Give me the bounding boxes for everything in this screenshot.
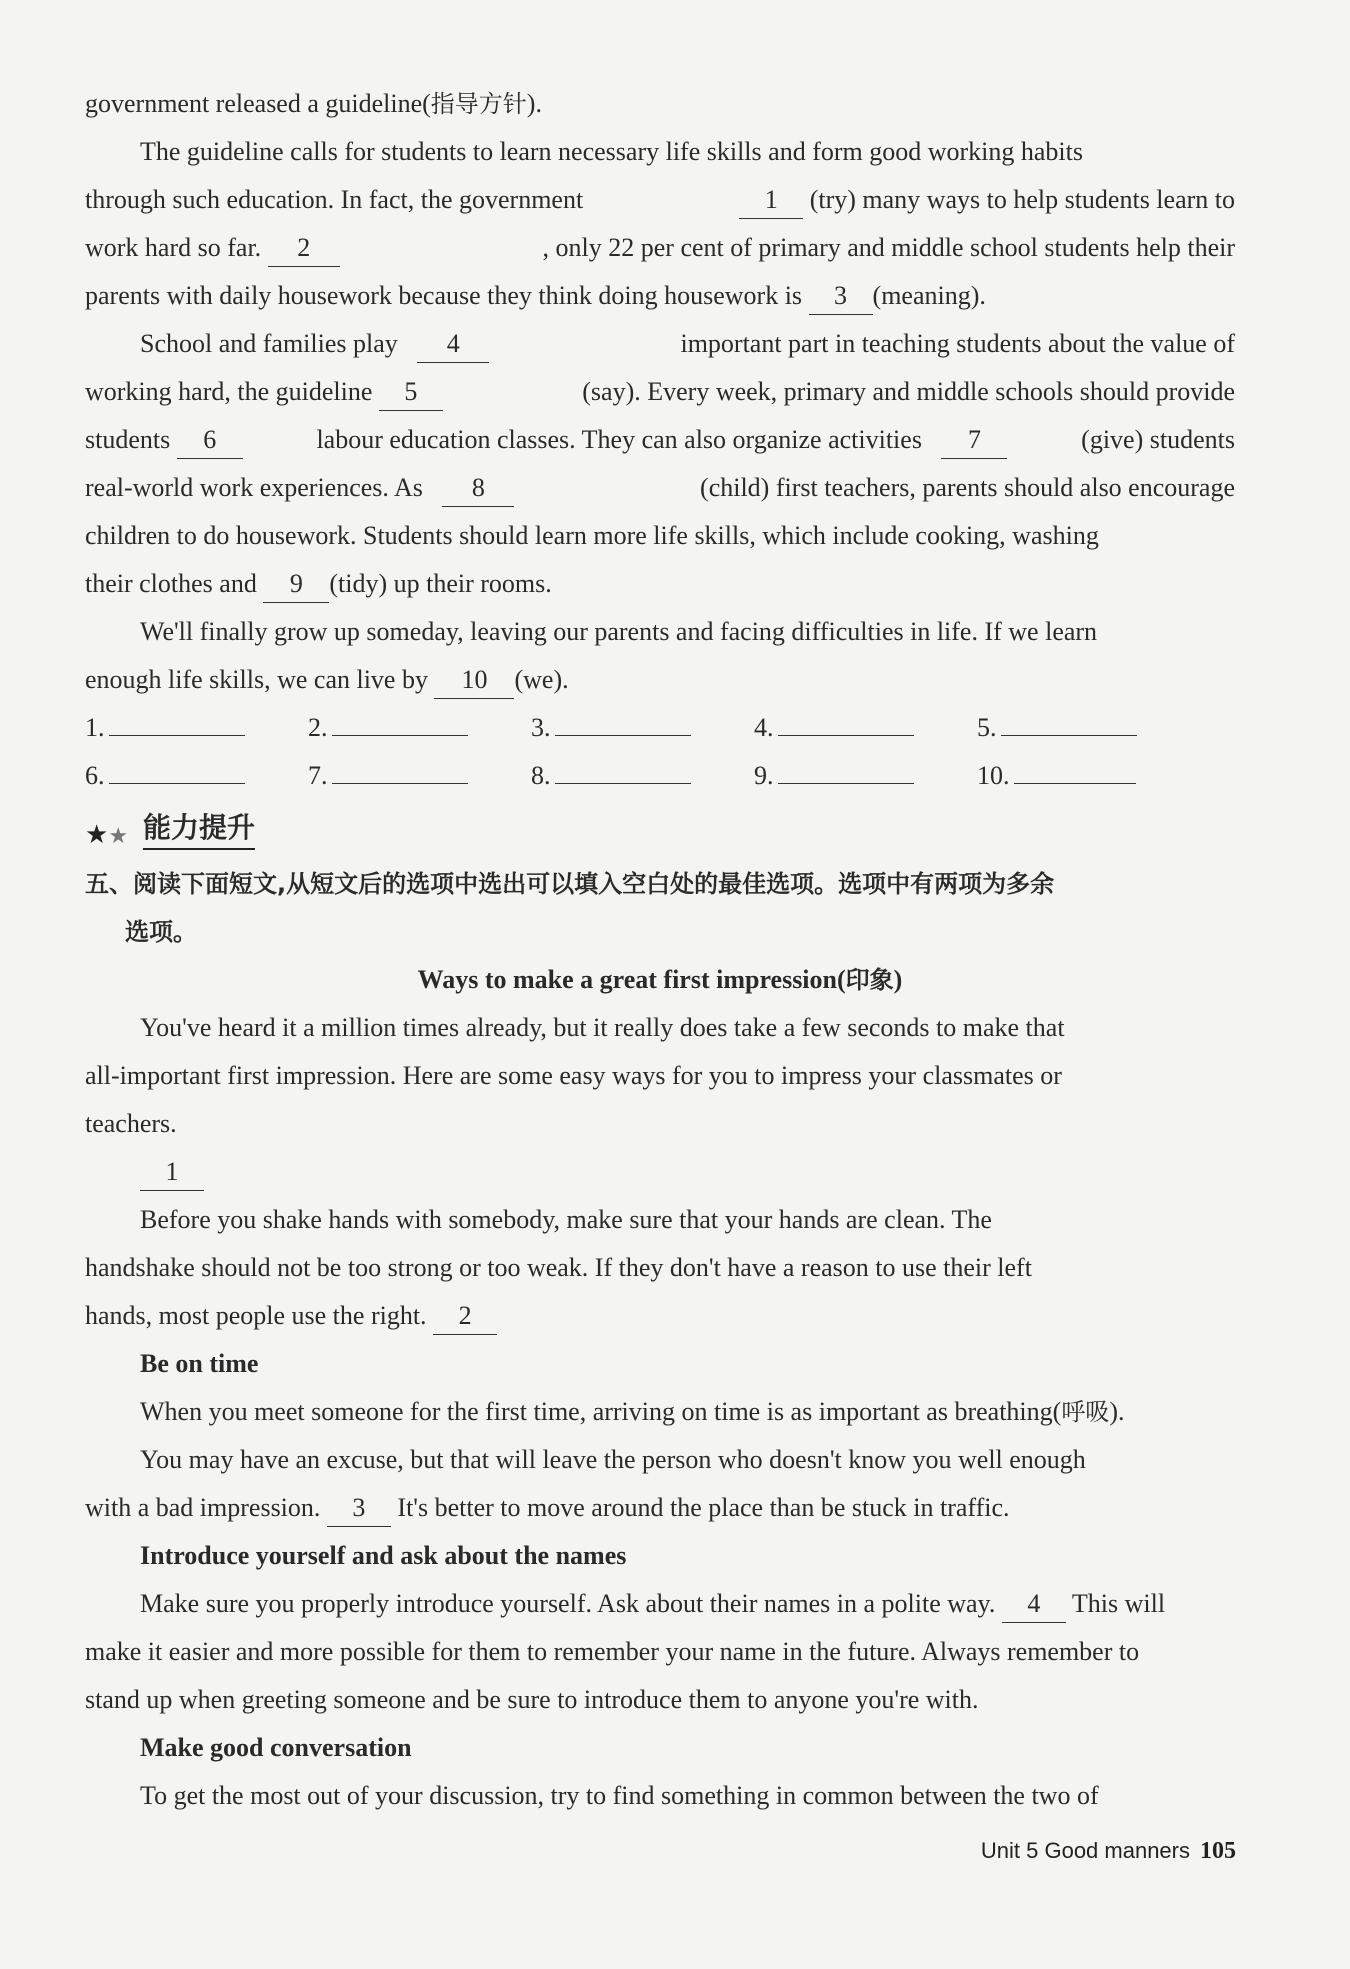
blank-8[interactable]: 8 xyxy=(442,472,514,507)
answer-label: 4. xyxy=(754,713,774,742)
text: You may have an excuse, but that will leave the person who doesn't know you well enough xyxy=(140,1445,1086,1474)
text: Make sure you properly introduce yourself. Ask about their names in a polite way. xyxy=(140,1589,996,1618)
text-line xyxy=(85,512,1235,560)
text: parents with daily housework because they think doing housework is xyxy=(85,281,803,310)
text: enough life skills, we can live by xyxy=(85,665,428,694)
text: ). xyxy=(1109,1397,1125,1426)
question-instruction xyxy=(85,860,1235,956)
text-line xyxy=(85,1484,1235,1532)
subheading: Make good conversation xyxy=(140,1733,412,1762)
text: (tidy) up their rooms. xyxy=(329,569,552,598)
text-line xyxy=(85,1676,1235,1724)
text: important part in teaching students about the value of xyxy=(680,329,1235,358)
blank-4[interactable]: 4 xyxy=(417,328,489,363)
answer-field-1[interactable] xyxy=(109,705,245,736)
text-line xyxy=(85,464,1235,512)
answer-label: 7. xyxy=(308,761,328,790)
answer-field-2[interactable] xyxy=(332,705,468,736)
text: hands, most people use the right. xyxy=(85,1301,427,1330)
blank-9[interactable]: 9 xyxy=(263,568,329,603)
blank-5[interactable]: 5 xyxy=(379,376,443,411)
passage-title: Ways to make a great first impression(印象) xyxy=(417,965,903,994)
blank-4[interactable]: 4 xyxy=(1002,1588,1066,1623)
text: government released a guideline( xyxy=(85,89,431,118)
answer-field-3[interactable] xyxy=(555,705,691,736)
text: , only 22 per cent of primary and middle school students help their xyxy=(542,233,1235,262)
text: (say). Every week, primary and middle schools should provide xyxy=(582,377,1235,406)
page-number: 105 xyxy=(1200,1838,1236,1864)
text: School and families play xyxy=(140,329,398,358)
answer-field-10[interactable] xyxy=(1014,753,1136,784)
text-line xyxy=(85,272,1235,320)
section-title: 能力提升 xyxy=(143,806,255,850)
text-line xyxy=(85,1148,1235,1196)
text: work hard so far. xyxy=(85,233,262,262)
answer-label: 6. xyxy=(85,761,105,790)
blank-1[interactable]: 1 xyxy=(739,184,803,219)
chinese-gloss: 呼吸 xyxy=(1061,1398,1110,1426)
blank-6[interactable]: 6 xyxy=(177,424,243,459)
text: (we). xyxy=(514,665,569,694)
answer-row xyxy=(85,752,1235,800)
text: You've heard it a million times already, but it really does take a few seconds to make that xyxy=(140,1013,1065,1042)
blank-2[interactable]: 2 xyxy=(268,232,340,267)
answer-label: 10. xyxy=(977,761,1010,790)
blank-2[interactable]: 2 xyxy=(433,1300,497,1335)
text-line xyxy=(85,416,1235,464)
content xyxy=(85,80,1235,1820)
text: ). xyxy=(526,89,542,118)
text: We'll finally grow up someday, leaving our parents and facing difficulties in life. If we learn xyxy=(140,617,1098,646)
section-heading xyxy=(85,800,1235,860)
answer-label: 9. xyxy=(754,761,774,790)
answer-field-9[interactable] xyxy=(778,753,914,784)
text-line xyxy=(85,560,1235,608)
text-line xyxy=(85,128,1235,176)
text: with a bad impression. xyxy=(85,1493,321,1522)
text-line xyxy=(85,1292,1235,1340)
text: teachers. xyxy=(85,1109,177,1138)
answer-row xyxy=(85,704,1235,752)
blank-3[interactable]: 3 xyxy=(809,280,873,315)
instruction-line: 五、阅读下面短文,从短文后的选项中选出可以填入空白处的最佳选项。选项中有两项为多余 xyxy=(85,870,1055,898)
text: (meaning). xyxy=(872,281,986,310)
subheading: Introduce yourself and ask about the names xyxy=(140,1541,627,1570)
text-line xyxy=(85,224,1235,272)
text-line xyxy=(85,1436,1235,1484)
answer-label: 8. xyxy=(531,761,551,790)
answer-label: 1. xyxy=(85,713,105,742)
answer-label: 2. xyxy=(308,713,328,742)
text-line xyxy=(85,1196,1235,1244)
answer-label: 3. xyxy=(531,713,551,742)
star-icon: ★★ xyxy=(85,820,129,849)
text: When you meet someone for the first time, arriving on time is as important as breathing( xyxy=(140,1397,1062,1426)
text-line xyxy=(85,1580,1235,1628)
text-line xyxy=(85,320,1235,368)
text: all-important first impression. Here are some easy ways for you to impress your classmates or xyxy=(85,1061,1062,1090)
text: To get the most out of your discussion, try to find something in common between the two of xyxy=(140,1781,1099,1810)
text: The guideline calls for students to learn necessary life skills and form good working habits xyxy=(140,137,1083,166)
text: students xyxy=(85,425,171,454)
text: through such education. In fact, the government xyxy=(85,185,584,214)
answer-field-4[interactable] xyxy=(778,705,914,736)
text: labour education classes. They can also organize activities xyxy=(316,425,922,454)
text-line xyxy=(85,608,1235,656)
answer-field-5[interactable] xyxy=(1001,705,1137,736)
text: (child) first teachers, parents should also encourage xyxy=(700,473,1235,502)
answer-label: 5. xyxy=(977,713,997,742)
blank-7[interactable]: 7 xyxy=(941,424,1007,459)
blank-1[interactable]: 1 xyxy=(140,1156,204,1191)
blank-3[interactable]: 3 xyxy=(327,1492,391,1527)
text: It's better to move around the place than be stuck in traffic. xyxy=(397,1493,1010,1522)
answer-field-8[interactable] xyxy=(555,753,691,784)
blank-10[interactable]: 10 xyxy=(434,664,514,699)
unit-label: Unit 5 Good manners xyxy=(980,1838,1190,1863)
text: (give) students xyxy=(1081,425,1235,454)
text: working hard, the guideline xyxy=(85,377,373,406)
text: make it easier and more possible for them to remember your name in the future. Always remember to xyxy=(85,1637,1140,1666)
text: This will xyxy=(1071,1589,1166,1618)
text-line xyxy=(85,176,1235,224)
text: handshake should not be too strong or too weak. If they don't have a reason to use their left xyxy=(85,1253,1032,1282)
chinese-gloss: 指导方针 xyxy=(430,90,527,118)
text: real-world work experiences. As xyxy=(85,473,423,502)
text: (try) many ways to help students learn to xyxy=(809,185,1235,214)
page-footer xyxy=(981,1838,1236,1865)
text: Before you shake hands with somebody, make sure that your hands are clean. The xyxy=(140,1205,992,1234)
text-line xyxy=(85,1100,1235,1148)
answer-field-7[interactable] xyxy=(332,753,468,784)
text-line xyxy=(85,656,1235,704)
instruction-line: 选项。 xyxy=(125,918,197,946)
text: children to do housework. Students should learn more life skills, which include cooking, washing xyxy=(85,521,1099,550)
text: their clothes and xyxy=(85,569,257,598)
answer-field-6[interactable] xyxy=(109,753,245,784)
text-line xyxy=(85,1052,1235,1100)
text-line xyxy=(85,1388,1235,1436)
text-line xyxy=(85,80,1235,128)
text-line xyxy=(85,1004,1235,1052)
text-line xyxy=(85,368,1235,416)
text: stand up when greeting someone and be sure to introduce them to anyone you're with. xyxy=(85,1685,979,1714)
text-line xyxy=(85,1628,1235,1676)
subheading: Be on time xyxy=(140,1349,259,1378)
text-line xyxy=(85,1772,1235,1820)
text-line xyxy=(85,1244,1235,1292)
